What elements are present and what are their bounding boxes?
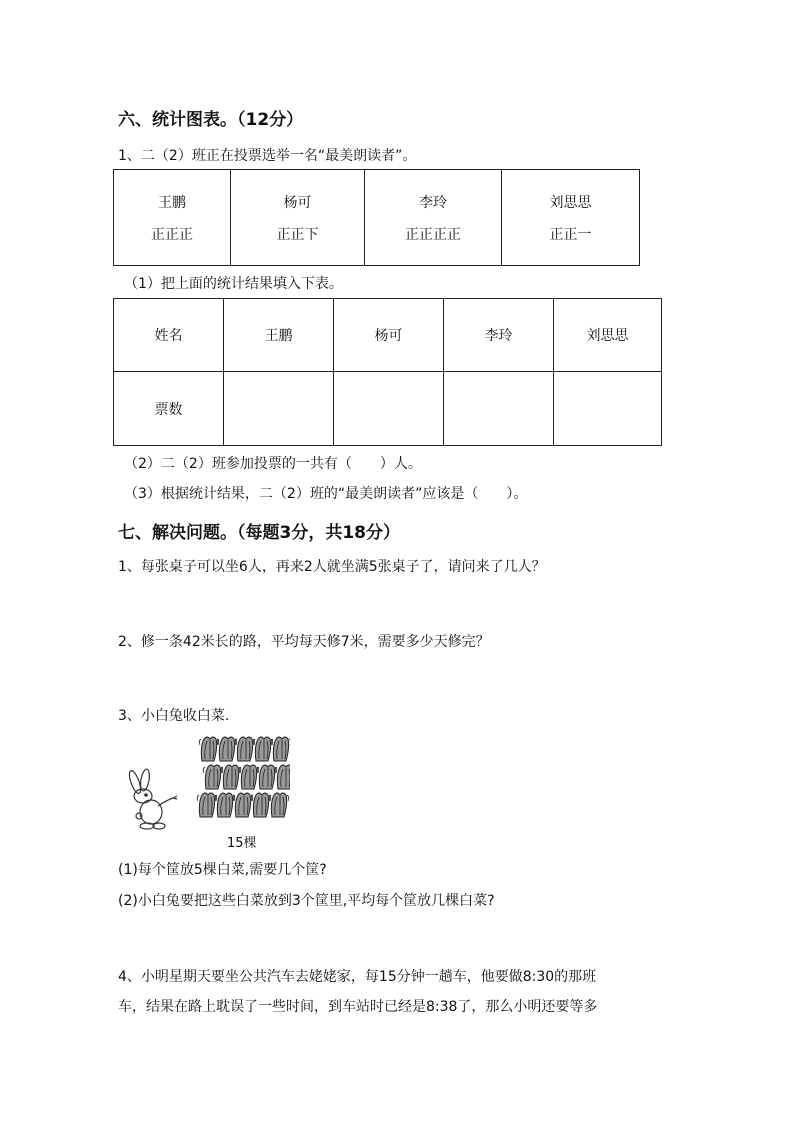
cabbage-icon (239, 765, 259, 789)
fill-in-table (113, 298, 662, 446)
vote-answer-cell[interactable] (224, 372, 334, 446)
candidate-name: 王鹏 (158, 194, 186, 211)
cabbage-icon (253, 737, 273, 761)
tally-marks: 正正正 (151, 226, 193, 243)
cabbage-icon (251, 793, 271, 817)
tally-marks: 正正一 (549, 226, 592, 243)
tally-marks: 正正下 (276, 226, 319, 243)
candidate-name: 杨可 (283, 194, 312, 211)
cabbage-icon (221, 765, 241, 789)
header-label: 姓名 (114, 299, 224, 372)
candidate-name: 李玲 (419, 194, 447, 211)
tally-cell (114, 170, 231, 266)
tally-marks: 正正正正 (405, 226, 461, 243)
problem-4-line-2: 车，结果在路上耽误了一些时间，到车站时已经是8:38了，那么小明还要等多 (118, 999, 598, 1015)
problem-2: 2、修一条42米长的路，平均每天修7米，需要多少天修完？ (118, 634, 490, 650)
column-name: 王鹏 (224, 299, 334, 372)
rabbit-icon (125, 768, 183, 830)
sub-question-3: （3）根据统计结果，二（2）班的“最美朗读者”应该是（ ）。 (124, 486, 528, 502)
cabbage-icon (233, 793, 253, 817)
section-6-title: 六、统计图表。（12分） (118, 110, 304, 130)
tally-cell (231, 170, 365, 266)
column-name: 杨可 (334, 299, 444, 372)
tally-cell (502, 170, 640, 266)
row-label: 票数 (114, 372, 224, 446)
problem-3: 3、小白兔收白菜. (118, 708, 230, 724)
problem-3-part-2: (2)小白兔要把这些白菜放到3个筐里,平均每个筐放几棵白菜? (118, 893, 495, 909)
cabbage-icon (269, 793, 289, 817)
cabbage-icon (203, 765, 223, 789)
sub-question-1: （1）把上面的统计结果填入下表。 (124, 276, 343, 292)
vote-answer-cell[interactable] (554, 372, 662, 446)
cabbage-icon (197, 793, 217, 817)
question-1-intro: 1、二（2）班正在投票选举一名“最美朗读者”。 (118, 148, 417, 164)
tally-table (113, 169, 640, 266)
cabbage-icon (257, 765, 277, 789)
tally-cell (365, 170, 502, 266)
problem-1: 1、每张桌子可以坐6人，再来2人就坐满5张桌子了，请问来了几人？ (118, 559, 546, 575)
column-name: 李玲 (444, 299, 554, 372)
sub-question-2: （2）二（2）班参加投票的一共有（ ）人。 (124, 456, 422, 472)
cabbage-icon (271, 737, 290, 761)
cabbage-icon (199, 737, 219, 761)
cabbage-icon (235, 737, 255, 761)
cabbage-group (190, 733, 290, 833)
column-name: 刘思思 (554, 299, 662, 372)
candidate-name: 刘思思 (549, 194, 592, 211)
cabbage-icon (215, 793, 235, 817)
problem-4-line-1: 4、小明星期天要坐公共汽车去姥姥家，每15分钟一趟车，他要做8:30的那班 (118, 969, 597, 985)
vote-answer-cell[interactable] (334, 372, 444, 446)
vote-answer-cell[interactable] (444, 372, 554, 446)
section-7-title: 七、解决问题。（每题3分，共18分） (118, 523, 400, 543)
cabbage-caption: 15棵 (227, 836, 257, 851)
problem-3-part-1: (1)每个筐放5棵白菜,需要几个筐? (118, 862, 327, 878)
cabbage-icon (275, 765, 290, 789)
cabbage-icon (217, 737, 237, 761)
